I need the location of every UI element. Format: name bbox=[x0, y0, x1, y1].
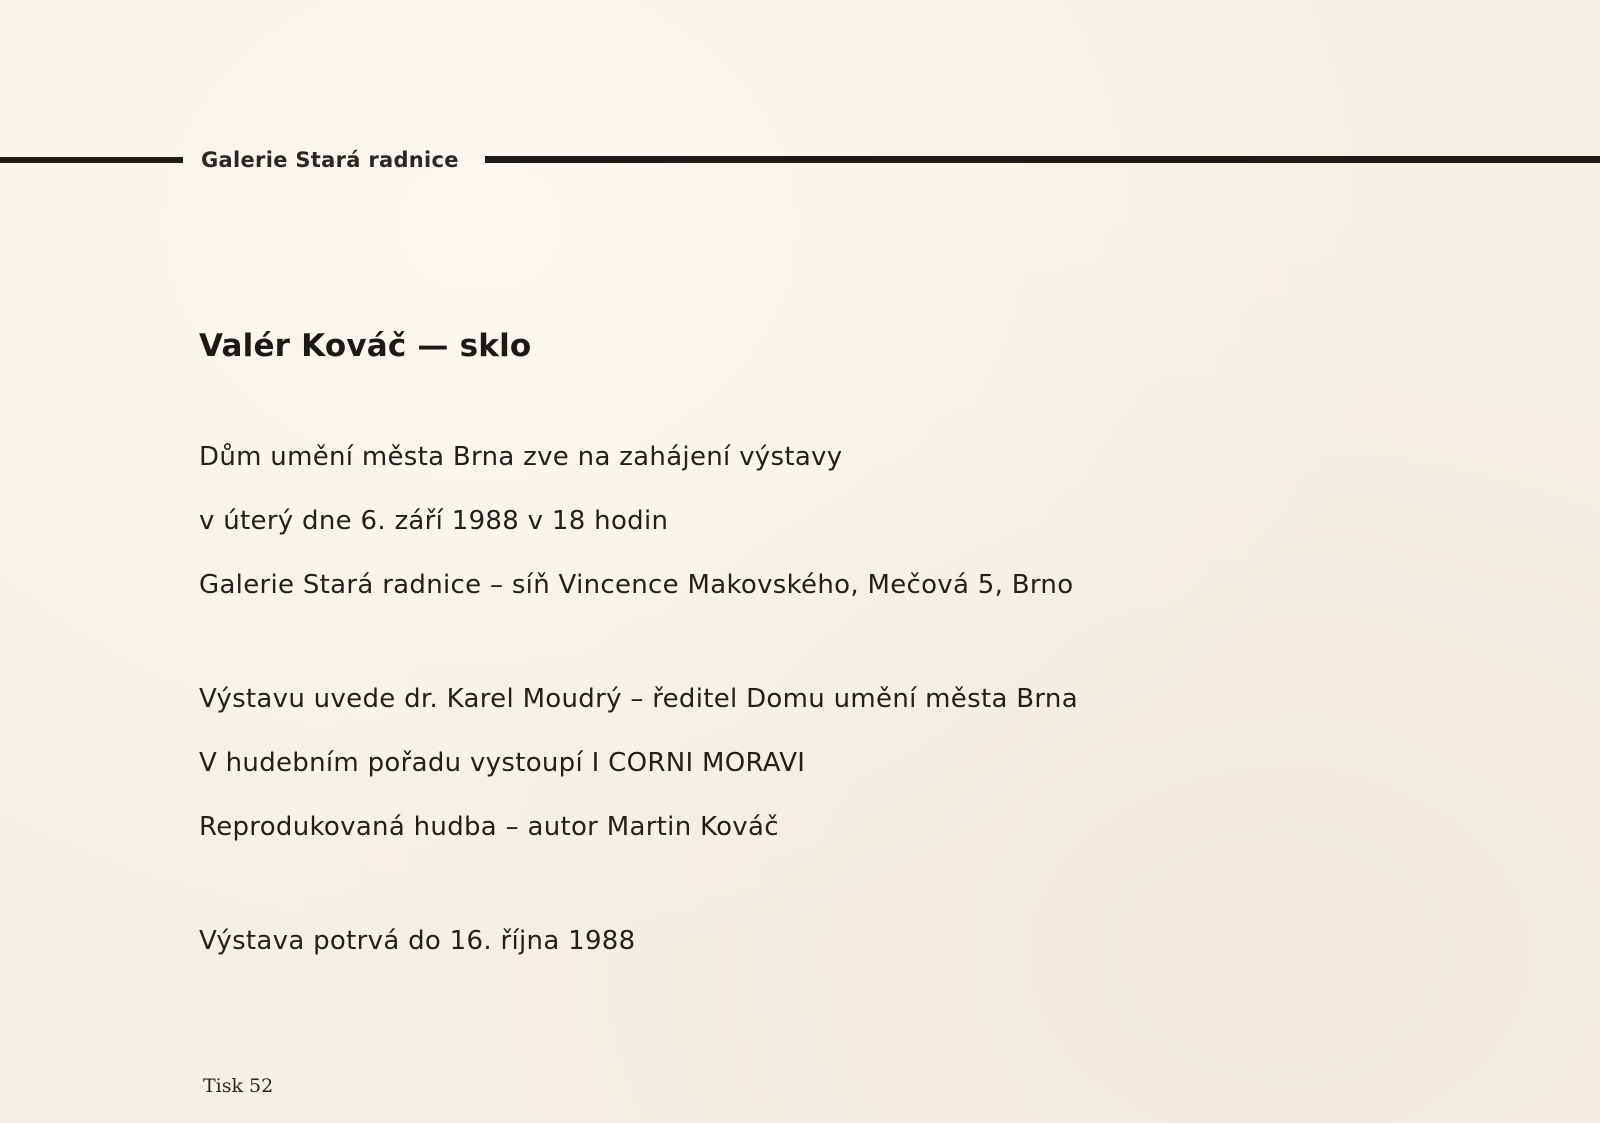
invitation-line-speaker: Výstavu uvede dr. Karel Moudrý – ředitel Domu umění města Brna bbox=[199, 684, 1078, 714]
header-rule-left-bar bbox=[0, 157, 183, 163]
invitation-line-recorded-music: Reprodukovaná hudba – autor Martin Kováč bbox=[199, 812, 779, 842]
header-rule bbox=[0, 148, 1600, 172]
header-rule-right-bar bbox=[485, 156, 1600, 163]
print-mark: Tisk 52 bbox=[203, 1075, 274, 1097]
invitation-line-music: V hudebním pořadu vystoupí I CORNI MORAVI bbox=[199, 748, 806, 778]
gallery-name: Galerie Stará radnice bbox=[201, 148, 459, 172]
invitation-line-venue: Galerie Stará radnice – síň Vincence Makovského, Mečová 5, Brno bbox=[199, 570, 1074, 600]
invitation-line-date: v úterý dne 6. září 1988 v 18 hodin bbox=[199, 506, 669, 536]
invitation-line-duration: Výstava potrvá do 16. října 1988 bbox=[199, 926, 636, 956]
exhibition-title: Valér Kováč — sklo bbox=[199, 328, 532, 364]
invitation-line-opening: Dům umění města Brna zve na zahájení výstavy bbox=[199, 442, 843, 472]
